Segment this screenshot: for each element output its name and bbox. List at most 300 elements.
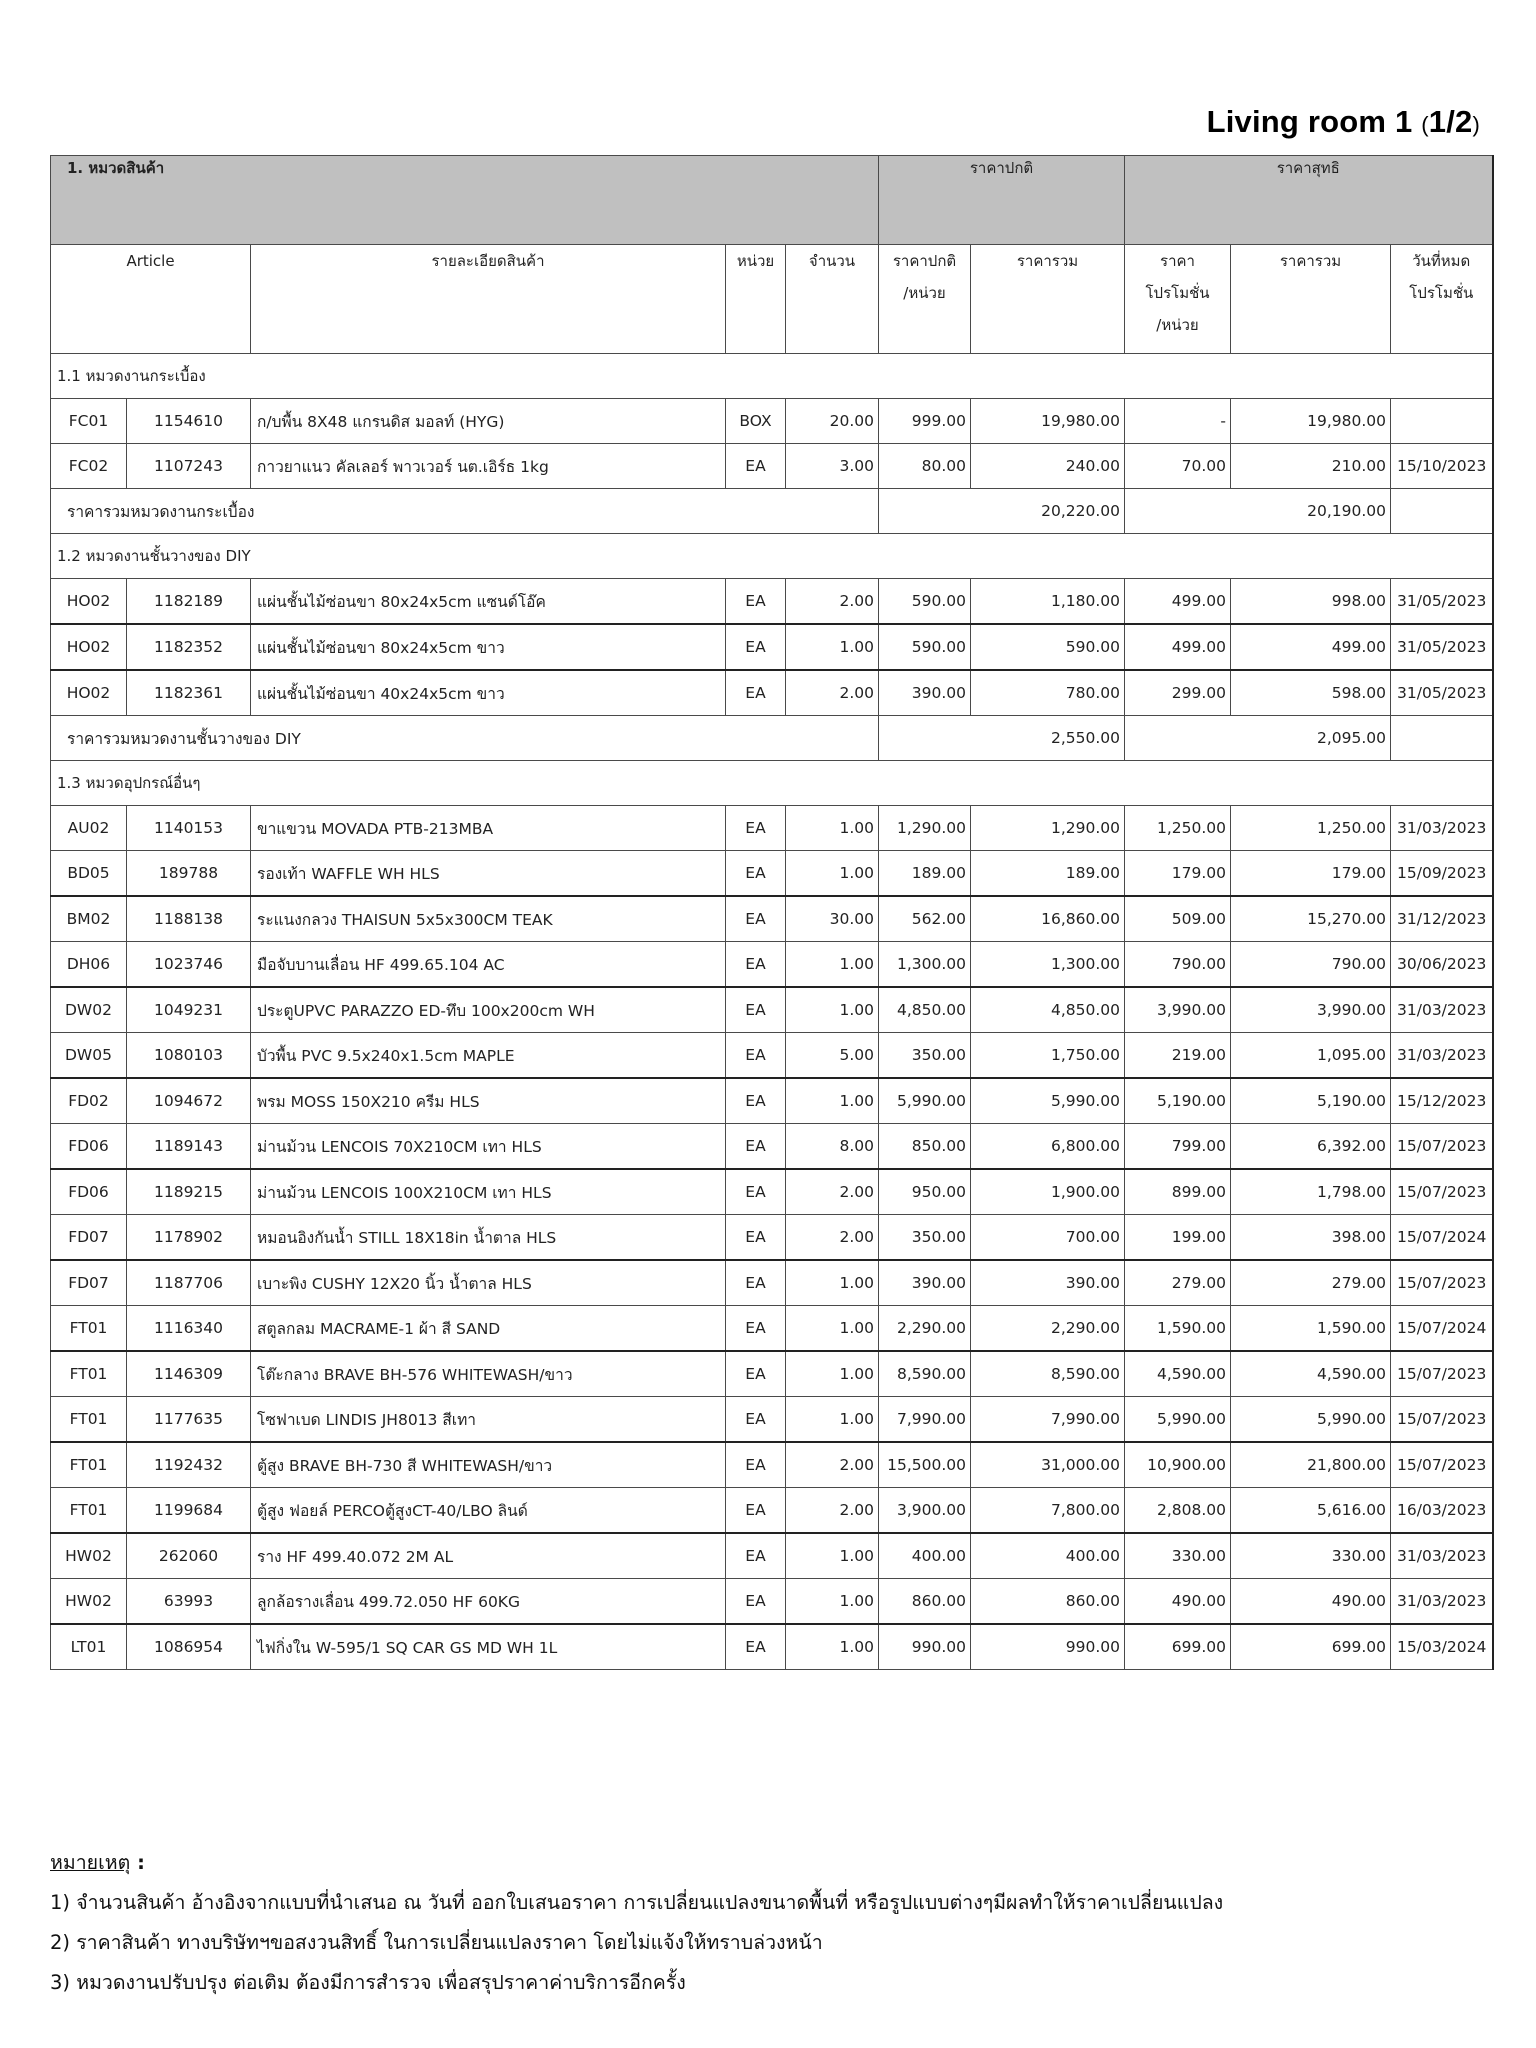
cell-article: 1182361 [127,670,251,716]
subtotal-normal: 2,550.00 [879,716,1125,761]
cell-code: HO02 [51,670,127,716]
cell-promo-end: 31/05/2023 [1391,624,1493,670]
cell-promo-end: 31/05/2023 [1391,670,1493,716]
cell-promo-end: 15/09/2023 [1391,851,1493,897]
table-row [51,851,1493,897]
cell-net-total: 598.00 [1231,670,1391,716]
table-row [51,1351,1493,1397]
cell-net-total: 179.00 [1231,851,1391,897]
col-promo-price: ราคา โปรโมชั่น /หน่วย [1125,245,1231,354]
cell-promo-price: 4,590.00 [1125,1351,1231,1397]
cell-promo-end: 15/07/2023 [1391,1260,1493,1306]
cell-promo-price: 199.00 [1125,1215,1231,1261]
cell-description: รองเท้า WAFFLE WH HLS [251,851,726,897]
cell-code: FD02 [51,1078,127,1124]
cell-promo-end: 15/07/2024 [1391,1306,1493,1352]
cell-qty: 1.00 [786,1306,879,1352]
notes-section: หมายเหตุ : 1) จำนวนสินค้า อ้างอิงจากแบบที่นำเสนอ ณ วันที่ ออกใบเสนอราคา การเปลี่ยนแปลงขนาดพื้นที่ หรือรูปแบบต่างๆมีผลทำให้ราคาเปลี่ยนแปลง 2) ราคาสินค้า ทางบริษัทฯขอสงวนสิทธิ์ ในการเปลี่ยนแปลงราคา โดยไม่แจ้งให้ทราบล่วงหน้า 3) หมวดงานปรับปรุง ต่อเติม ต้องมีการสำรวจ เพื่อสรุปราคาค่าบริการอีกครั้ง [50,1843,1223,2003]
cell-code: FT01 [51,1488,127,1534]
cell-promo-price: 5,990.00 [1125,1397,1231,1443]
cell-description: ม่านม้วน LENCOIS 70X210CM เทา HLS [251,1124,726,1170]
cell-qty: 1.00 [786,987,879,1033]
cell-promo-price: 3,990.00 [1125,987,1231,1033]
table-row [51,1124,1493,1170]
cell-qty: 5.00 [786,1033,879,1079]
section-header-row [51,761,1493,806]
cell-description: กาวยาแนว คัลเลอร์ พาวเวอร์ นต.เอิร์ธ 1kg [251,444,726,489]
cell-promo-end: 15/07/2023 [1391,1397,1493,1443]
cell-unit: EA [726,1078,786,1124]
cell-description: พรม MOSS 150X210 ครีม HLS [251,1078,726,1124]
cell-code: FT01 [51,1442,127,1488]
cell-total: 390.00 [971,1260,1125,1306]
cell-qty: 1.00 [786,1260,879,1306]
cell-unit-price: 590.00 [879,579,971,625]
cell-net-total: 5,190.00 [1231,1078,1391,1124]
table-row [51,624,1493,670]
subtotal-row [51,716,1493,761]
cell-total: 5,990.00 [971,1078,1125,1124]
table-row [51,896,1493,942]
cell-unit: EA [726,444,786,489]
subtotal-net: 20,190.00 [1125,489,1391,534]
cell-net-total: 699.00 [1231,1624,1391,1670]
cell-promo-price: 499.00 [1125,579,1231,625]
cell-description: ลูกล้อรางเลื่อน 499.72.050 HF 60KG [251,1579,726,1625]
cell-total: 2,290.00 [971,1306,1125,1352]
cell-code: FT01 [51,1351,127,1397]
cell-net-total: 6,392.00 [1231,1124,1391,1170]
cell-net-total: 998.00 [1231,579,1391,625]
cell-unit: EA [726,624,786,670]
table-row [51,670,1493,716]
cell-article: 1182352 [127,624,251,670]
cell-code: BM02 [51,896,127,942]
cell-total: 700.00 [971,1215,1125,1261]
cell-promo-price: 219.00 [1125,1033,1231,1079]
cell-description: ระแนงกลวง THAISUN 5x5x300CM TEAK [251,896,726,942]
cell-code: HO02 [51,579,127,625]
cell-description: แผ่นชั้นไม้ซ่อนขา 80x24x5cm แซนด์โอ๊ค [251,579,726,625]
cell-description: ม่านม้วน LENCOIS 100X210CM เทา HLS [251,1169,726,1215]
cell-code: FT01 [51,1306,127,1352]
cell-total: 590.00 [971,624,1125,670]
cell-promo-end: 31/03/2023 [1391,987,1493,1033]
cell-net-total: 19,980.00 [1231,399,1391,444]
cell-code: FD06 [51,1169,127,1215]
cell-code: FD07 [51,1215,127,1261]
col-net-total: ราคารวม [1231,245,1391,354]
cell-net-total: 1,590.00 [1231,1306,1391,1352]
cell-net-total: 790.00 [1231,942,1391,988]
cell-promo-price: 330.00 [1125,1533,1231,1579]
cell-net-total: 3,990.00 [1231,987,1391,1033]
cell-promo-price: 899.00 [1125,1169,1231,1215]
cell-total: 31,000.00 [971,1442,1125,1488]
cell-total: 780.00 [971,670,1125,716]
cell-unit-price: 562.00 [879,896,971,942]
table-row [51,1169,1493,1215]
cell-article: 1187706 [127,1260,251,1306]
cell-article: 262060 [127,1533,251,1579]
cell-unit: EA [726,1306,786,1352]
cell-unit: EA [726,670,786,716]
cell-total: 240.00 [971,444,1125,489]
cell-qty: 1.00 [786,1351,879,1397]
cell-unit: BOX [726,399,786,444]
cell-article: 1192432 [127,1442,251,1488]
cell-unit-price: 8,590.00 [879,1351,971,1397]
subtotal-label: ราคารวมหมวดงานชั้นวางของ DIY [51,716,879,761]
cell-unit: EA [726,1169,786,1215]
cell-qty: 1.00 [786,1533,879,1579]
cell-unit: EA [726,1488,786,1534]
cell-net-total: 5,990.00 [1231,1397,1391,1443]
cell-unit-price: 390.00 [879,670,971,716]
cell-article: 63993 [127,1579,251,1625]
table-row [51,1397,1493,1443]
cell-promo-price: 70.00 [1125,444,1231,489]
cell-promo-price: 509.00 [1125,896,1231,942]
col-description: รายละเอียดสินค้า [251,245,726,354]
cell-unit: EA [726,1033,786,1079]
cell-promo-end: 15/07/2023 [1391,1124,1493,1170]
note-item: 2) ราคาสินค้า ทางบริษัทฯขอสงวนสิทธิ์ ในการเปลี่ยนแปลงราคา โดยไม่แจ้งให้ทราบล่วงหน้า [50,1931,823,1954]
table-row [51,1533,1493,1579]
cell-promo-end: 15/10/2023 [1391,444,1493,489]
cell-article: 1182189 [127,579,251,625]
cell-qty: 1.00 [786,1579,879,1625]
cell-article: 1188138 [127,896,251,942]
cell-qty: 1.00 [786,624,879,670]
cell-qty: 1.00 [786,1397,879,1443]
cell-article: 1189215 [127,1169,251,1215]
cell-net-total: 1,250.00 [1231,806,1391,851]
cell-description: สตูลกลม MACRAME-1 ผ้า สี SAND [251,1306,726,1352]
table-column-header [51,245,1493,354]
cell-code: FD07 [51,1260,127,1306]
cell-net-total: 279.00 [1231,1260,1391,1306]
title-page-indicator: 1/2 [1428,104,1473,139]
section-title: 1.2 หมวดงานชั้นวางของ DIY [51,534,1493,579]
cell-description: ตู้สูง BRAVE BH-730 สี WHITEWASH/ขาว [251,1442,726,1488]
cell-unit: EA [726,579,786,625]
cell-promo-price: 299.00 [1125,670,1231,716]
cell-unit: EA [726,851,786,897]
table-row [51,1442,1493,1488]
cell-description: มือจับบานเลื่อน HF 499.65.104 AC [251,942,726,988]
cell-promo-price: 499.00 [1125,624,1231,670]
cell-qty: 2.00 [786,670,879,716]
cell-net-total: 490.00 [1231,1579,1391,1625]
cell-unit-price: 2,290.00 [879,1306,971,1352]
table-row [51,1260,1493,1306]
cell-unit-price: 3,900.00 [879,1488,971,1534]
subtotal-empty [1391,716,1493,761]
cell-promo-price: 1,250.00 [1125,806,1231,851]
cell-unit: EA [726,806,786,851]
cell-article: 1154610 [127,399,251,444]
cell-unit-price: 990.00 [879,1624,971,1670]
cell-description: หมอนอิงกันน้ำ STILL 18X18in น้ำตาล HLS [251,1215,726,1261]
col-unit: หน่วย [726,245,786,354]
cell-qty: 2.00 [786,1488,879,1534]
table-row [51,1078,1493,1124]
table-row [51,1215,1493,1261]
cell-net-total: 15,270.00 [1231,896,1391,942]
cell-promo-price: 10,900.00 [1125,1442,1231,1488]
cell-unit: EA [726,1579,786,1625]
cell-promo-price: 699.00 [1125,1624,1231,1670]
section-header-row [51,354,1493,399]
cell-promo-end: 31/03/2023 [1391,1579,1493,1625]
cell-net-total: 5,616.00 [1231,1488,1391,1534]
cell-promo-price: 1,590.00 [1125,1306,1231,1352]
table-row [51,987,1493,1033]
cell-article: 1199684 [127,1488,251,1534]
cell-description: แผ่นชั้นไม้ซ่อนขา 40x24x5cm ขาว [251,670,726,716]
cell-net-total: 210.00 [1231,444,1391,489]
table-row [51,1033,1493,1079]
cell-code: FT01 [51,1397,127,1443]
cell-code: FD06 [51,1124,127,1170]
cell-promo-end: 15/07/2023 [1391,1351,1493,1397]
cell-promo-end [1391,399,1493,444]
cell-unit: EA [726,987,786,1033]
cell-unit-price: 950.00 [879,1169,971,1215]
cell-qty: 20.00 [786,399,879,444]
cell-article: 189788 [127,851,251,897]
table-row [51,942,1493,988]
cell-code: HW02 [51,1533,127,1579]
cell-unit: EA [726,942,786,988]
table-row [51,1306,1493,1352]
cell-total: 1,300.00 [971,942,1125,988]
cell-unit: EA [726,1260,786,1306]
cell-total: 4,850.00 [971,987,1125,1033]
cell-net-total: 499.00 [1231,624,1391,670]
cell-promo-end: 31/12/2023 [1391,896,1493,942]
cell-description: แผ่นชั้นไม้ซ่อนขา 80x24x5cm ขาว [251,624,726,670]
cell-qty: 1.00 [786,851,879,897]
cell-code: BD05 [51,851,127,897]
cell-promo-end: 30/06/2023 [1391,942,1493,988]
cell-unit-price: 80.00 [879,444,971,489]
cell-qty: 1.00 [786,942,879,988]
cell-qty: 1.00 [786,1624,879,1670]
col-article: Article [51,245,251,354]
notes-title: หมายเหตุ [50,1851,131,1874]
cell-code: DW02 [51,987,127,1033]
cell-article: 1049231 [127,987,251,1033]
cell-unit-price: 860.00 [879,1579,971,1625]
cell-total: 1,750.00 [971,1033,1125,1079]
cell-unit-price: 7,990.00 [879,1397,971,1443]
group-net-price: ราคาสุทธิ [1125,156,1493,245]
cell-qty: 8.00 [786,1124,879,1170]
title-main: Living room 1 [1206,104,1422,139]
cell-code: DH06 [51,942,127,988]
cell-description: ขาแขวน MOVADA PTB-213MBA [251,806,726,851]
cell-total: 990.00 [971,1624,1125,1670]
col-unit-price: ราคาปกติ /หน่วย [879,245,971,354]
table-row [51,1488,1493,1534]
table-row [51,579,1493,625]
cell-total: 1,290.00 [971,806,1125,851]
cell-unit: EA [726,1624,786,1670]
cell-code: AU02 [51,806,127,851]
cell-code: FC02 [51,444,127,489]
section-header-row [51,534,1493,579]
cell-promo-price: 790.00 [1125,942,1231,988]
cell-net-total: 398.00 [1231,1215,1391,1261]
cell-description: ราง HF 499.40.072 2M AL [251,1533,726,1579]
cell-article: 1140153 [127,806,251,851]
cell-code: LT01 [51,1624,127,1670]
cell-total: 6,800.00 [971,1124,1125,1170]
section-title: 1.3 หมวดอุปกรณ์อื่นๆ [51,761,1493,806]
cell-article: 1146309 [127,1351,251,1397]
cell-qty: 1.00 [786,806,879,851]
cell-unit-price: 5,990.00 [879,1078,971,1124]
cell-unit-price: 590.00 [879,624,971,670]
cell-net-total: 1,095.00 [1231,1033,1391,1079]
cell-unit: EA [726,896,786,942]
cell-promo-end: 15/12/2023 [1391,1078,1493,1124]
cell-promo-price: 2,808.00 [1125,1488,1231,1534]
cell-description: ไฟกิ่งใน W-595/1 SQ CAR GS MD WH 1L [251,1624,726,1670]
cell-description: โซฟาเบด LINDIS JH8013 สีเทา [251,1397,726,1443]
cell-total: 19,980.00 [971,399,1125,444]
cell-unit-price: 1,290.00 [879,806,971,851]
cell-article: 1080103 [127,1033,251,1079]
cell-unit-price: 1,300.00 [879,942,971,988]
cell-unit: EA [726,1215,786,1261]
subtotal-label: ราคารวมหมวดงานกระเบื้อง [51,489,879,534]
cell-promo-end: 31/03/2023 [1391,1533,1493,1579]
cell-unit: EA [726,1124,786,1170]
note-item: 3) หมวดงานปรับปรุง ต่อเติม ต้องมีการสำรวจ เพื่อสรุปราคาค่าบริการอีกครั้ง [50,1971,686,1994]
group-normal-price: ราคาปกติ [879,156,1125,245]
cell-net-total: 1,798.00 [1231,1169,1391,1215]
cell-code: FC01 [51,399,127,444]
cell-promo-end: 16/03/2023 [1391,1488,1493,1534]
cell-total: 7,800.00 [971,1488,1125,1534]
cell-unit: EA [726,1442,786,1488]
cell-promo-price: 279.00 [1125,1260,1231,1306]
cell-promo-price: 5,190.00 [1125,1078,1231,1124]
cell-qty: 2.00 [786,1169,879,1215]
cell-qty: 3.00 [786,444,879,489]
cell-article: 1094672 [127,1078,251,1124]
table-group-header [51,156,1493,245]
cell-unit-price: 4,850.00 [879,987,971,1033]
subtotal-net: 2,095.00 [1125,716,1391,761]
cell-description: ก/บพื้น 8X48 แกรนดิส มอลท์ (HYG) [251,399,726,444]
table-body [51,354,1493,1670]
cell-promo-price: 490.00 [1125,1579,1231,1625]
cell-article: 1023746 [127,942,251,988]
cell-code: HW02 [51,1579,127,1625]
cell-article: 1189143 [127,1124,251,1170]
note-item: 1) จำนวนสินค้า อ้างอิงจากแบบที่นำเสนอ ณ วันที่ ออกใบเสนอราคา การเปลี่ยนแปลงขนาดพื้นที่ หรือรูปแบบต่างๆมีผลทำให้ราคาเปลี่ยนแปลง [50,1891,1224,1914]
cell-promo-end: 31/03/2023 [1391,1033,1493,1079]
cell-total: 7,990.00 [971,1397,1125,1443]
cell-total: 400.00 [971,1533,1125,1579]
cell-net-total: 21,800.00 [1231,1442,1391,1488]
cell-promo-end: 15/07/2023 [1391,1442,1493,1488]
cell-code: DW05 [51,1033,127,1079]
subtotal-normal: 20,220.00 [879,489,1125,534]
table-row [51,444,1493,489]
cell-total: 189.00 [971,851,1125,897]
cell-unit-price: 15,500.00 [879,1442,971,1488]
cell-unit-price: 999.00 [879,399,971,444]
cell-total: 1,900.00 [971,1169,1125,1215]
cell-unit-price: 390.00 [879,1260,971,1306]
cell-promo-end: 15/07/2024 [1391,1215,1493,1261]
cell-qty: 2.00 [786,1215,879,1261]
cell-qty: 2.00 [786,1442,879,1488]
cell-promo-price: 799.00 [1125,1124,1231,1170]
subtotal-row [51,489,1493,534]
cell-unit-price: 400.00 [879,1533,971,1579]
cell-promo-end: 31/03/2023 [1391,806,1493,851]
category-label: 1. หมวดสินค้า [51,156,879,245]
cell-article: 1177635 [127,1397,251,1443]
col-total: ราคารวม [971,245,1125,354]
cell-net-total: 4,590.00 [1231,1351,1391,1397]
cell-total: 860.00 [971,1579,1125,1625]
cell-promo-end: 15/07/2023 [1391,1169,1493,1215]
table-row [51,806,1493,851]
quotation-table [50,155,1494,1670]
cell-total: 8,590.00 [971,1351,1125,1397]
cell-code: HO02 [51,624,127,670]
cell-promo-end: 15/03/2024 [1391,1624,1493,1670]
cell-description: เบาะพิง CUSHY 12X20 นิ้ว น้ำตาล HLS [251,1260,726,1306]
page-title: Living room 1 (1/2) [1206,104,1480,139]
cell-qty: 1.00 [786,1078,879,1124]
cell-total: 16,860.00 [971,896,1125,942]
cell-promo-price: 179.00 [1125,851,1231,897]
cell-description: โต๊ะกลาง BRAVE BH-576 WHITEWASH/ขาว [251,1351,726,1397]
cell-unit: EA [726,1533,786,1579]
cell-promo-price: - [1125,399,1231,444]
cell-qty: 2.00 [786,579,879,625]
cell-unit: EA [726,1397,786,1443]
cell-qty: 30.00 [786,896,879,942]
table-row [51,1579,1493,1625]
cell-description: ตู้สูง ฟอยล์ PERCOตู้สูงCT-40/LBO ลินด์ [251,1488,726,1534]
cell-article: 1116340 [127,1306,251,1352]
cell-total: 1,180.00 [971,579,1125,625]
cell-description: บัวพื้น PVC 9.5x240x1.5cm MAPLE [251,1033,726,1079]
col-promo-end: วันที่หมด โปรโมชั่น [1391,245,1493,354]
cell-article: 1086954 [127,1624,251,1670]
cell-net-total: 330.00 [1231,1533,1391,1579]
cell-description: ประตูUPVC PARAZZO ED-ทึบ 100x200cm WH [251,987,726,1033]
cell-unit-price: 350.00 [879,1215,971,1261]
cell-unit-price: 350.00 [879,1033,971,1079]
cell-article: 1107243 [127,444,251,489]
cell-unit-price: 189.00 [879,851,971,897]
section-title: 1.1 หมวดงานกระเบื้อง [51,354,1493,399]
subtotal-empty [1391,489,1493,534]
cell-article: 1178902 [127,1215,251,1261]
table-row [51,399,1493,444]
table-row [51,1624,1493,1670]
